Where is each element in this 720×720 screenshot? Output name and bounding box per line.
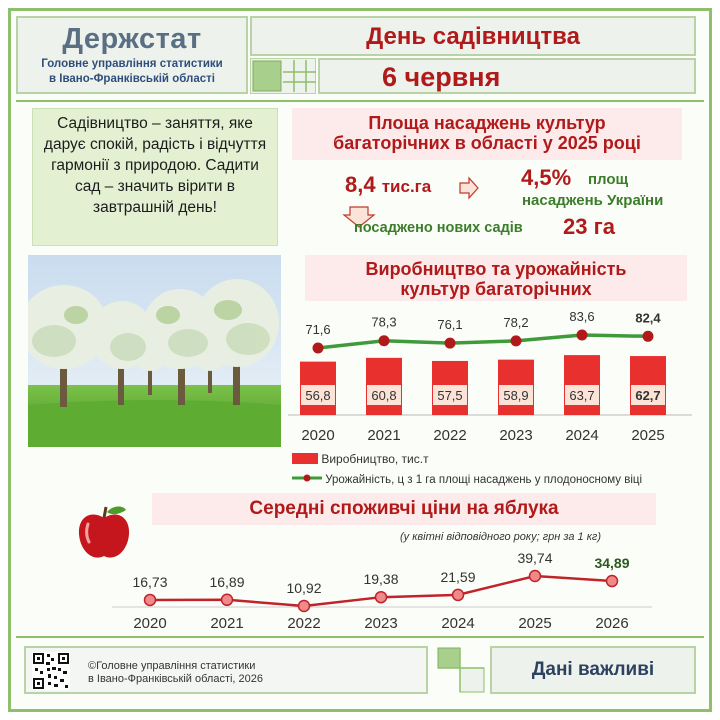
- x-tick-label: 2021: [210, 615, 244, 632]
- legend-bar-swatch: [292, 453, 318, 464]
- yield-point: [313, 343, 324, 354]
- price-value-label: 10,92: [286, 580, 322, 596]
- yield-point: [445, 338, 456, 349]
- area-title-line-1: Площа насаджень культур: [368, 113, 606, 133]
- bar-value-label: 58,9: [503, 388, 529, 403]
- x-tick-label: 2025: [518, 615, 552, 632]
- x-tick-label: 2025: [631, 427, 665, 444]
- price-point: [299, 601, 310, 612]
- org-line-1: Головне управління статистики: [41, 58, 223, 70]
- new-gardens-label: посаджено нових садів: [354, 220, 523, 236]
- tagline: Дані важливі: [490, 646, 696, 694]
- bar-value-label: 62,7: [635, 388, 661, 403]
- x-tick-label: 2024: [565, 427, 599, 444]
- price-value-label: 16,89: [209, 573, 245, 590]
- header-logo-block: [16, 16, 248, 94]
- yield-value-label: 76,1: [437, 317, 463, 333]
- area-unit: тис.га: [381, 177, 432, 196]
- org-line-2: в Івано-Франківській області: [49, 73, 215, 85]
- bar-value-label: 57,5: [437, 388, 463, 403]
- footer-divider: [16, 636, 704, 638]
- bar-value-label: 56,8: [305, 388, 331, 403]
- share-value: 4,5%: [521, 165, 572, 190]
- x-tick-label: 2024: [441, 615, 475, 632]
- x-tick-label: 2021: [367, 427, 401, 444]
- area-section-title: [292, 108, 682, 160]
- production-chart: [288, 305, 698, 447]
- yield-point: [379, 335, 390, 346]
- price-value-label: 39,74: [517, 550, 553, 566]
- price-point: [376, 592, 387, 603]
- quote-box: Садівництво – заняття, яке дарує спокій, радість і відчуття гармонії з природою. Садити сад – значить вірити в завтрашній день!: [32, 108, 278, 246]
- legend-yield: [292, 473, 642, 486]
- prices-section-title: Середні споживчі ціни на яблука: [152, 493, 656, 525]
- x-tick-label: 2020: [133, 615, 167, 632]
- legend-production-label: Виробництво, тис.т: [321, 452, 429, 466]
- bar-value-label: 60,8: [371, 388, 397, 403]
- copyright: [88, 660, 263, 686]
- yield-value-label: 83,6: [569, 309, 595, 324]
- prices-note: (у квітні відповідного року; грн за 1 кг): [400, 531, 601, 543]
- x-tick-label: 2023: [364, 615, 398, 632]
- logo: Держстат: [62, 23, 202, 55]
- copyright-line-1: ©Головне управління статистики: [88, 660, 256, 672]
- production-section-title: [305, 255, 687, 301]
- yield-value-label: 78,2: [503, 314, 529, 330]
- area-value: [345, 172, 431, 198]
- yield-point: [643, 331, 654, 342]
- yield-line: [318, 335, 648, 348]
- x-tick-label: 2023: [499, 427, 533, 444]
- price-value-label: 34,89: [594, 555, 630, 572]
- price-value-label: 21,59: [440, 568, 476, 585]
- production-title-line-2: культур багаторічних: [400, 279, 592, 299]
- header-divider: [16, 100, 704, 102]
- orchard-photo: [28, 255, 281, 447]
- legend-line-swatch: [292, 473, 322, 483]
- yield-point: [577, 330, 588, 341]
- qr-code-icon: [32, 652, 70, 690]
- price-value-label: 19,38: [363, 571, 399, 588]
- yield-value-label: 78,3: [371, 314, 397, 330]
- page-title: День садівництва: [250, 16, 696, 56]
- grid-decoration: [250, 58, 316, 94]
- footer-grid-decoration: [432, 646, 488, 694]
- new-gardens-value: 23 га: [563, 214, 615, 239]
- x-tick-label: 2022: [433, 427, 467, 444]
- legend-yield-label: Урожайність, ц з 1 га площі насаджень у плодоносному віці: [325, 474, 643, 486]
- area-title-line-2: багаторічних в області у 2025 році: [333, 133, 641, 153]
- price-value-label: 16,73: [132, 573, 168, 590]
- price-point: [145, 594, 156, 605]
- x-tick-label: 2022: [287, 615, 321, 632]
- price-point: [607, 576, 618, 587]
- arrow-right-icon: [458, 176, 480, 200]
- area-number: 8,4: [345, 172, 376, 197]
- production-title-line-1: Виробництво та урожайність: [365, 259, 627, 279]
- yield-value-label: 82,4: [635, 310, 661, 326]
- prices-chart: [112, 548, 660, 634]
- bar-value-label: 63,7: [569, 388, 595, 403]
- share-label-1: площ: [588, 171, 629, 188]
- yield-value-label: 71,6: [305, 322, 331, 337]
- price-point: [222, 594, 233, 605]
- price-point: [530, 571, 541, 582]
- share-label-2: насаджень України: [522, 192, 664, 209]
- price-point: [453, 589, 464, 600]
- yield-point: [511, 335, 522, 346]
- x-tick-label: 2020: [301, 427, 335, 444]
- copyright-line-2: в Івано-Франківській області, 2026: [88, 673, 264, 685]
- x-tick-label: 2026: [595, 615, 629, 632]
- legend-production: [292, 452, 429, 466]
- event-date: 6 червня: [318, 58, 696, 94]
